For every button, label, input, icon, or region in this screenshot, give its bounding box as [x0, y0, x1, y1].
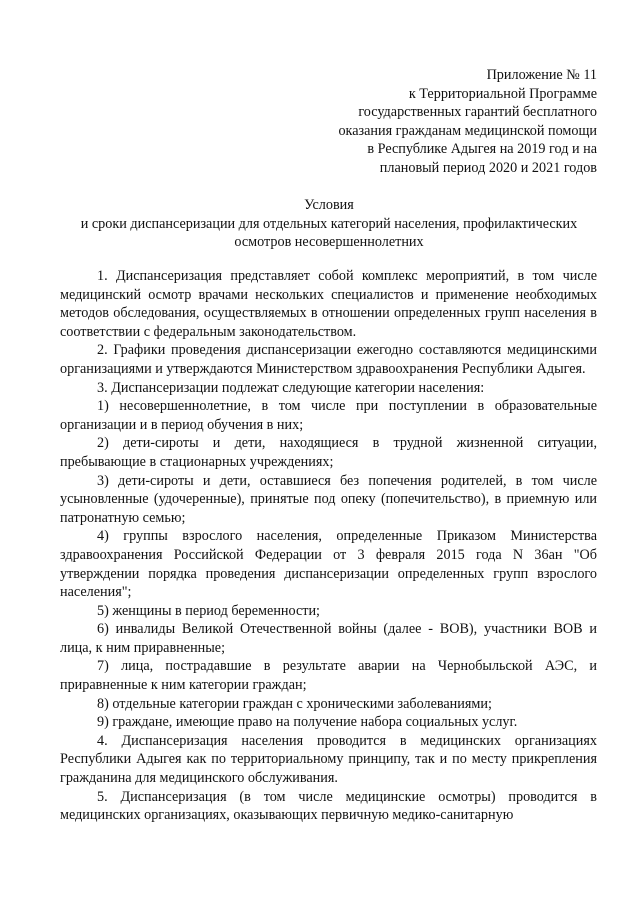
list-item: 2) дети-сироты и дети, находящиеся в трудной жизненной ситуации, пребывающие в стационарных учреждениях;	[60, 435, 597, 470]
list-item: 4) группы взрослого населения, определенные Приказом Министерства здравоохранения Российской Федерации от 3 февраля 2015 года N 36ан "Об утверждении порядка проведения диспансеризации определенных групп взрослого населения";	[60, 528, 597, 601]
appendix-line: в Республике Адыгея на 2019 год и на	[367, 141, 597, 158]
list-item: 7) лица, пострадавшие в результате аварии на Чернобыльской АЭС, и приравненные к ним категории граждан;	[60, 658, 597, 694]
title-line: Условия	[304, 197, 354, 213]
appendix-line: плановый период 2020 и 2021 годов	[379, 159, 597, 176]
list-item: 1) несовершеннолетние, в том числе при поступлении в образовательные организации и в период обучения в них;	[60, 398, 597, 433]
paragraph: 4. Диспансеризация населения проводится в медицинских организациях Республики Адыгея как по территориальному принципу, так и по месту прикрепления гражданина для медицинского обслуживания.	[60, 732, 597, 787]
title-line: и сроки диспансеризации для отдельных категорий населения, профилактических	[80, 215, 578, 232]
list-item: 8) отдельные категории граждан с хроническими заболеваниями;	[97, 695, 492, 712]
title-line: осмотров несовершеннолетних	[234, 234, 424, 251]
list-item: 6) инвалиды Великой Отечественной войны (далее - ВОВ), участники ВОВ и лица, к ним приравненные;	[60, 621, 597, 656]
appendix-header	[297, 66, 597, 178]
document-body	[60, 267, 597, 825]
appendix-line: оказания гражданам медицинской помощи	[338, 122, 597, 139]
document-title	[44, 196, 614, 252]
list-item: 9) граждане, имеющие право на получение набора социальных услуг.	[97, 714, 518, 731]
list-item: 3) дети-сироты и дети, оставшиеся без попечения родителей, в том числе усыновленные (удочеренные), принятые под опеку (попечительство), в приемную или патронатную семью;	[60, 472, 597, 526]
paragraph: 5. Диспансеризация (в том числе медицинские осмотры) проводится в медицинских организациях, оказывающих первичную медико-санитарную	[60, 788, 597, 824]
list-item: 5) женщины в период беременности;	[97, 602, 320, 619]
appendix-line: к Территориальной Программе	[408, 85, 597, 102]
appendix-line: Приложение № 11	[486, 67, 597, 83]
paragraph: 3. Диспансеризации подлежат следующие категории населения:	[97, 379, 485, 396]
paragraph: 1. Диспансеризация представляет собой комплекс мероприятий, в том числе медицинский осмотр врачами нескольких специалистов и применение необходимых методов обследования, осуществляемых в отношении определенных групп населения в соответствии с федеральным законодательством.	[60, 268, 597, 340]
paragraph: 2. Графики проведения диспансеризации ежегодно составляются медицинскими организациями и утверждаются Министерством здравоохранения Республики Адыгея.	[60, 342, 597, 377]
appendix-line: государственных гарантий бесплатного	[358, 104, 597, 121]
